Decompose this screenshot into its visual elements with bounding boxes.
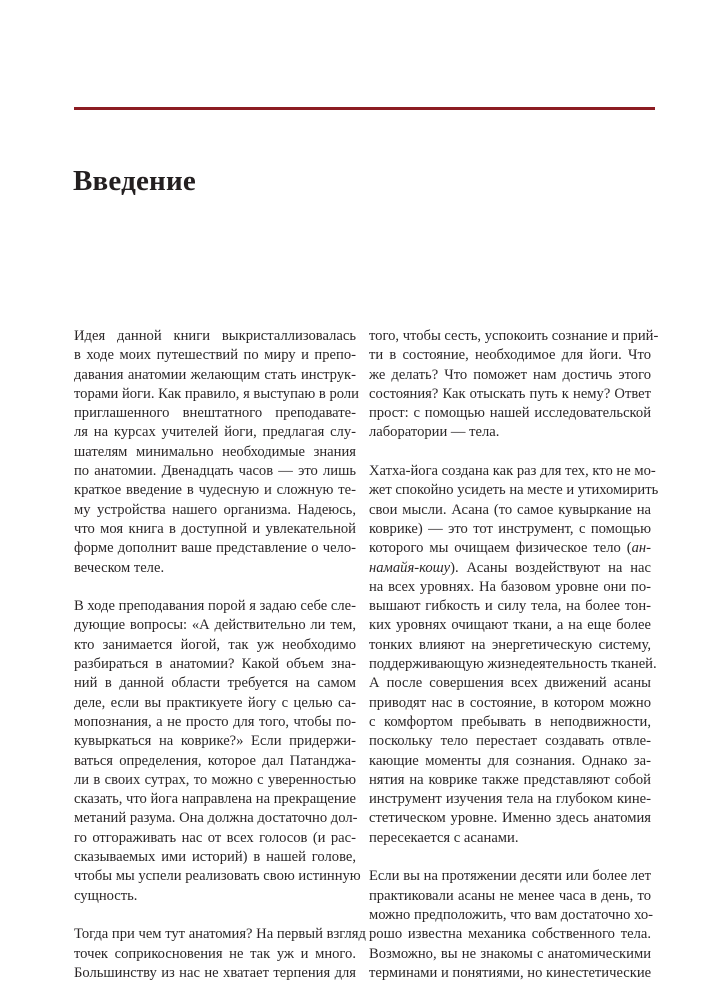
text-fragment: которого мы очищаем физическое тело (: [369, 540, 632, 557]
paragraph: [369, 867, 654, 983]
text-line: же делать? Что поможет нам достичь этого: [369, 366, 651, 383]
text-line: сказываемых ими историй) в нашей голове,: [74, 849, 356, 866]
text-line: лаборатории — тела.: [369, 424, 500, 441]
text-line: терминами и понятиями, но кинестетические: [369, 964, 652, 981]
text-fragment: ). Асаны воздействуют на нас: [450, 559, 651, 576]
text-line: рошо известна механика собственного тела.: [369, 926, 651, 943]
text-line: краткое введение в чудесную и сложную те-: [74, 482, 356, 499]
paragraph: [74, 925, 366, 983]
text-line: Большинству из нас не хватает терпения для: [74, 964, 356, 981]
text-line: давания анатомии желающим стать инструк-: [74, 366, 356, 383]
text-line: по анатомии. Двенадцать часов — это лишь: [74, 463, 356, 480]
text-line: чтобы мы успели реализовать свою истинную: [74, 868, 361, 885]
paragraph: [74, 597, 361, 906]
text-line: разбираться в анатомии? Какой объем зна-: [74, 656, 356, 673]
text-line: мопознания, а не просто для того, чтобы по-: [74, 713, 356, 730]
text-line: Тогда при чем тут анатомия? На первый взгляд: [74, 926, 366, 943]
text-line: кто занимается йогой, так уж необходимо: [74, 636, 356, 653]
text-line: стетическом уровне. Именно здесь анатомия: [369, 810, 651, 827]
text-line: кающие моменты для сознания. Однако за-: [369, 752, 651, 769]
text-line: с комфортом пребывать в неподвижности,: [369, 713, 651, 730]
text-line: точек соприкосновения не так уж и много.: [74, 945, 356, 962]
text-line: ваться определения, которое дал Патанджа-: [74, 752, 356, 769]
text-line: ля на курсах учителей йоги, предлагая слу-: [74, 424, 356, 441]
text-line: приводят нас в состояние, в котором можно: [369, 694, 651, 711]
text-line: нятия на коврике также представляют собой: [369, 771, 651, 788]
text-line: Если вы на протяжении десяти или более лет: [369, 868, 651, 885]
text-line: метаний разума. Она должна достаточно дол-: [74, 810, 358, 827]
paragraph: [74, 327, 359, 578]
text-line: ли в своих сутрах, то можно с уверенностью: [74, 771, 356, 788]
text-line: поскольку тело перестает создавать отвле-: [369, 733, 651, 750]
text-line: тонких влияют на энергетическую систему,: [369, 636, 651, 653]
text-line: веческом теле.: [74, 559, 165, 576]
text-line: торами йоги. Как правило, я выступаю в роли: [74, 385, 359, 402]
text-line: сказать, что йога направлена на прекращение: [74, 791, 356, 808]
chapter-top-rule: [74, 107, 655, 110]
text-line: инструмент изучения тела на глубоком кине-: [369, 791, 651, 808]
text-line: [369, 559, 651, 578]
text-line: можно предположить, что вам достаточно хо-: [369, 906, 654, 923]
text-line: коврике) — это тот инструмент, с помощью: [369, 520, 651, 537]
text-line: дующие вопросы: «А действительно ли тем,: [74, 617, 356, 634]
text-line: Возможно, вы не знакомы с анатомическими: [369, 945, 651, 962]
italic-term: намайя-кошу: [369, 559, 451, 576]
text-line: Идея данной книги выкристаллизовалась: [74, 328, 356, 344]
text-line: поддерживающую жизнедеятельность тканей.: [369, 656, 657, 673]
paragraph: [369, 327, 659, 443]
text-line: того, чтобы сесть, успокоить сознание и прий-: [369, 328, 659, 344]
text-line: [369, 539, 651, 558]
text-line: что моя книга в доступной и увлекательной: [74, 520, 356, 537]
chapter-title: Введение: [73, 165, 196, 197]
text-line: пересекается с асанами.: [369, 829, 519, 846]
text-line: ний в данной области требуется на самом: [74, 675, 356, 692]
text-line: в ходе моих путешествий по миру и препо-: [74, 347, 356, 364]
right-text-column: [369, 327, 659, 1002]
text-line: на всех уровнях. На базовом уровне они по-: [369, 578, 651, 595]
text-line: прост: с помощью нашей исследовательской: [369, 405, 651, 422]
text-line: практиковали асаны не менее часа в день, то: [369, 887, 651, 904]
text-line: го отгораживать нас от всех голосов (и рас-: [74, 829, 356, 846]
text-line: шателям минимально необходимые знания: [74, 443, 356, 460]
text-line: ти в состояние, необходимое для йоги. Что: [369, 347, 651, 364]
text-line: сущность.: [74, 887, 138, 904]
text-line: Хатха-йога создана как раз для тех, кто не мо-: [369, 463, 656, 480]
text-line: кувыркаться на коврике?» Если придержи-: [74, 733, 356, 750]
text-line: свои мысли. Асана (то самое кувыркание на: [369, 501, 651, 518]
text-line: жет спокойно усидеть на месте и утихомирить: [369, 482, 659, 499]
italic-term: ан-: [631, 540, 651, 557]
text-line: деле, если вы практикуете йогу с целью са-: [74, 694, 356, 711]
left-text-column: [74, 327, 366, 1002]
text-line: ких уровнях очищают ткани, а на еще более: [369, 617, 651, 634]
text-line: А после совершения всех движений асаны: [369, 675, 651, 692]
text-line: форме дополнит ваше представление о чело-: [74, 540, 356, 557]
text-line: приглашенного внештатного преподавате-: [74, 405, 356, 422]
text-line: му устройства нашего организма. Надеюсь,: [74, 501, 356, 518]
paragraph: [369, 462, 659, 848]
text-line: вышают гибкость и силу тела, на более тон-: [369, 598, 651, 615]
text-line: состояния? Как отыскать путь к нему? Ответ: [369, 385, 651, 402]
text-line: В ходе преподавания порой я задаю себе сле-: [74, 598, 356, 615]
